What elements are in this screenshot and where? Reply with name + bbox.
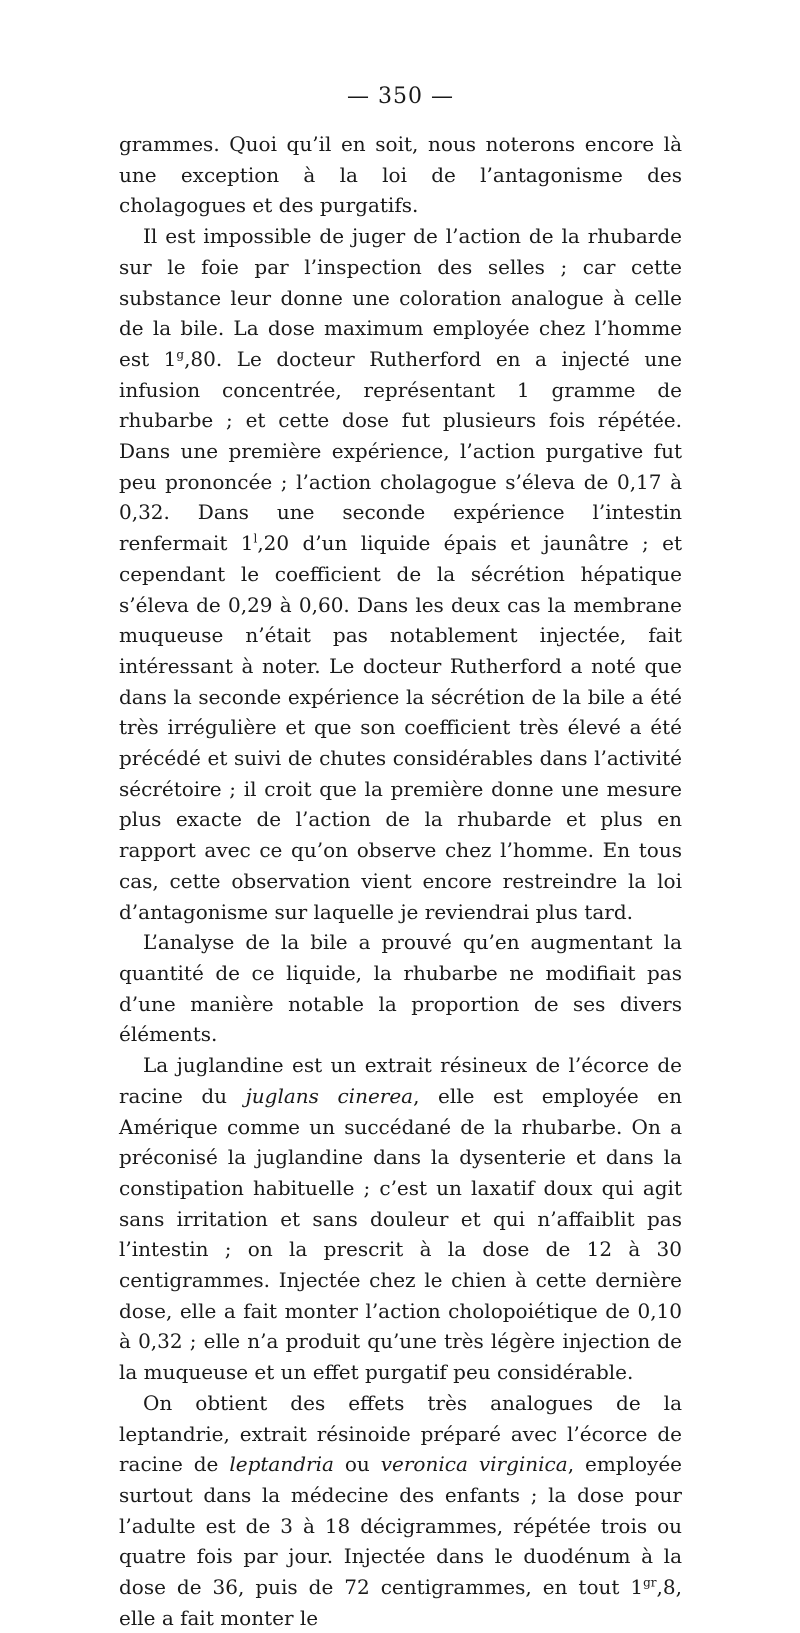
- unit-superscript: gr: [643, 1575, 657, 1590]
- text-run: Il est impossible de juger de l’action de la rhubarde sur le foie par l’inspection des selles ; car cette substance leur donne une coloration analogue à celle de la bile. La dose maximum employée chez l’homme est 1: [119, 224, 682, 371]
- text-run: grammes. Quoi qu’il en soit, nous noterons encore là une exception à la loi de l’antagonisme des cholagogues et des purgatifs.: [119, 132, 682, 218]
- body-text: [119, 129, 682, 1633]
- paragraph: [119, 129, 682, 221]
- text-run: ,80. Le docteur Rutherford en a injecté une infusion concentrée, représentant 1 gramme de rhubarbe ; et cette dose fut plusieurs fois répétée. Dans une première expérience, l’action purgative fut peu prononcée ; l’action cholagogue s’éleva de 0,17 à 0,32. Dans une seconde expérience l’intestin renfermait 1: [119, 346, 682, 556]
- text-run: , elle est employée en Amérique comme un succédané de la rhubarbe. On a préconisé la juglandine dans la dysenterie et dans la constipation habituelle ; c’est un laxatif doux qui agit sans irritation et sans douleur et qui n’affaiblit pas l’intestin ; on la prescrit à la dose de 12 à 30 centigrammes. Injectée chez le chien à cette dernière dose, elle a fait monter l’action cholopoiétique de 0,10 à 0,32 ; elle n’a produit qu’une très légère injection de la muqueuse et un effet purgatif peu considérable.: [119, 1083, 683, 1385]
- text-run: L’analyse de la bile a prouvé qu’en augmentant la quantité de ce liquide, la rhubarbe ne modifiait pas d’une manière notable la proportion de ses divers éléments.: [119, 930, 682, 1047]
- unit-superscript: l: [253, 531, 258, 546]
- text-run: , employée surtout dans la médecine des enfants ; la dose pour l’adulte est de 3 à 18 décigrammes, répétée trois ou quatre fois par jour. Injectée dans le duodénum à la dose de 36, puis de 72 centigrammes, en tout 1: [119, 1452, 683, 1600]
- paragraph: [119, 1050, 682, 1388]
- paragraph: [119, 927, 682, 1050]
- italic-term: leptandria: [229, 1452, 334, 1477]
- text-run: ou: [333, 1452, 381, 1477]
- paragraph: [119, 221, 682, 927]
- italic-term: veronica virginica: [380, 1452, 568, 1477]
- unit-superscript: g: [176, 347, 185, 362]
- text-run: ,8, elle a fait monter le: [119, 1575, 682, 1630]
- text-run: La juglandine est un extrait résineux de l’écorce de racine du: [119, 1053, 682, 1108]
- text-run: ,20 d’un liquide épais et jaunâtre ; et cependant le coefficient de la sécrétion hépatique s’éleva de 0,29 à 0,60. Dans les deux cas la membrane muqueuse n’était pas notablement injectée, fait intéressant à noter. Le docteur Rutherford a noté que dans la seconde expérience la sécrétion de la bile a été très irrégulière et que son coefficient très élevé a été précédé et suivi de chutes considérables dans l’activité sécrétoire ; il croit que la première donne une mesure plus exacte de l’action de la rhubarde et plus en rapport avec ce qu’on observe chez l’homme. En tous cas, cette observation vient encore restreindre la loi d’antagonisme sur laquelle je reviendrai plus tard.: [119, 531, 682, 924]
- page-number: — 350 —: [347, 84, 454, 109]
- paragraph: [119, 1388, 682, 1633]
- text-run: On obtient des effets très analogues de la leptandrie, extrait résinoide préparé avec l’écorce de racine de: [119, 1390, 682, 1477]
- italic-term: juglans cinerea: [245, 1083, 414, 1108]
